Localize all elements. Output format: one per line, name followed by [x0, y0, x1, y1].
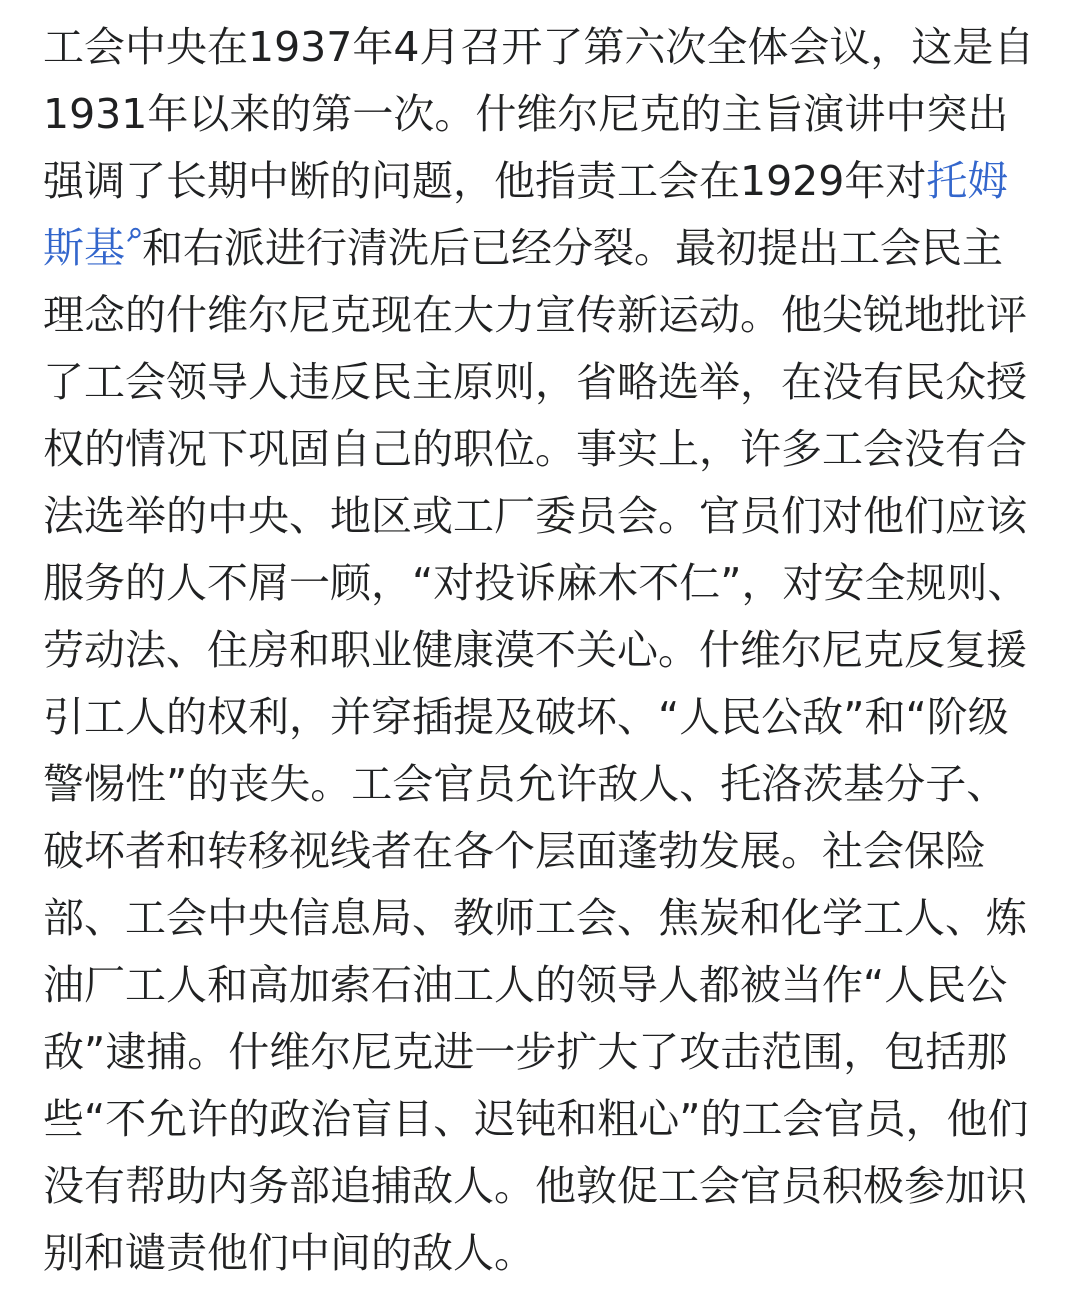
- search-icon: [127, 227, 142, 242]
- article-paragraph: [43, 14, 1043, 1287]
- link-label[interactable]: 托姆斯基: [43, 157, 1009, 272]
- paragraph-text-before-link: 工会中央在1937年4月召开了第六次全体会议，这是自1931年以来的第一次。什维尔尼克的主旨演讲中突出强调了长期中断的问题，他指责工会在1929年对: [43, 23, 1035, 205]
- paragraph-text-after-link: 和右派进行清洗后已经分裂。最初提出工会民主理念的什维尔尼克现在大力宣传新运动。他尖锐地批评了工会领导人违反民主原则，省略选举，在没有民众授权的情况下巩固自己的职位。事实上，许多工会没有合法选举的中央、地区或工厂委员会。官员们对他们应该服务的人不屑一顾，“对投诉麻木不仁”，对安全规则、劳动法、住房和职业健康漠不关心。什维尔尼克反复援引工人的权利，并穿插提及破坏、“人民公敌”和“阶级警惕性”的丧失。工会官员允许敌人、托洛茨基分子、破坏者和转移视线者在各个层面蓬勃发展。社会保险部、工会中央信息局、教师工会、焦炭和化学工人、炼油厂工人和高加索石油工人的领导人都被当作“人民公敌”逮捕。什维尔尼克进一步扩大了攻击范围，包括那些“不允许的政治盲目、迟钝和粗心”的工会官员，他们没有帮助内务部追捕敌人。他敦促工会官员积极参加识别和谴责他们中间的敌人。: [43, 224, 1029, 1277]
